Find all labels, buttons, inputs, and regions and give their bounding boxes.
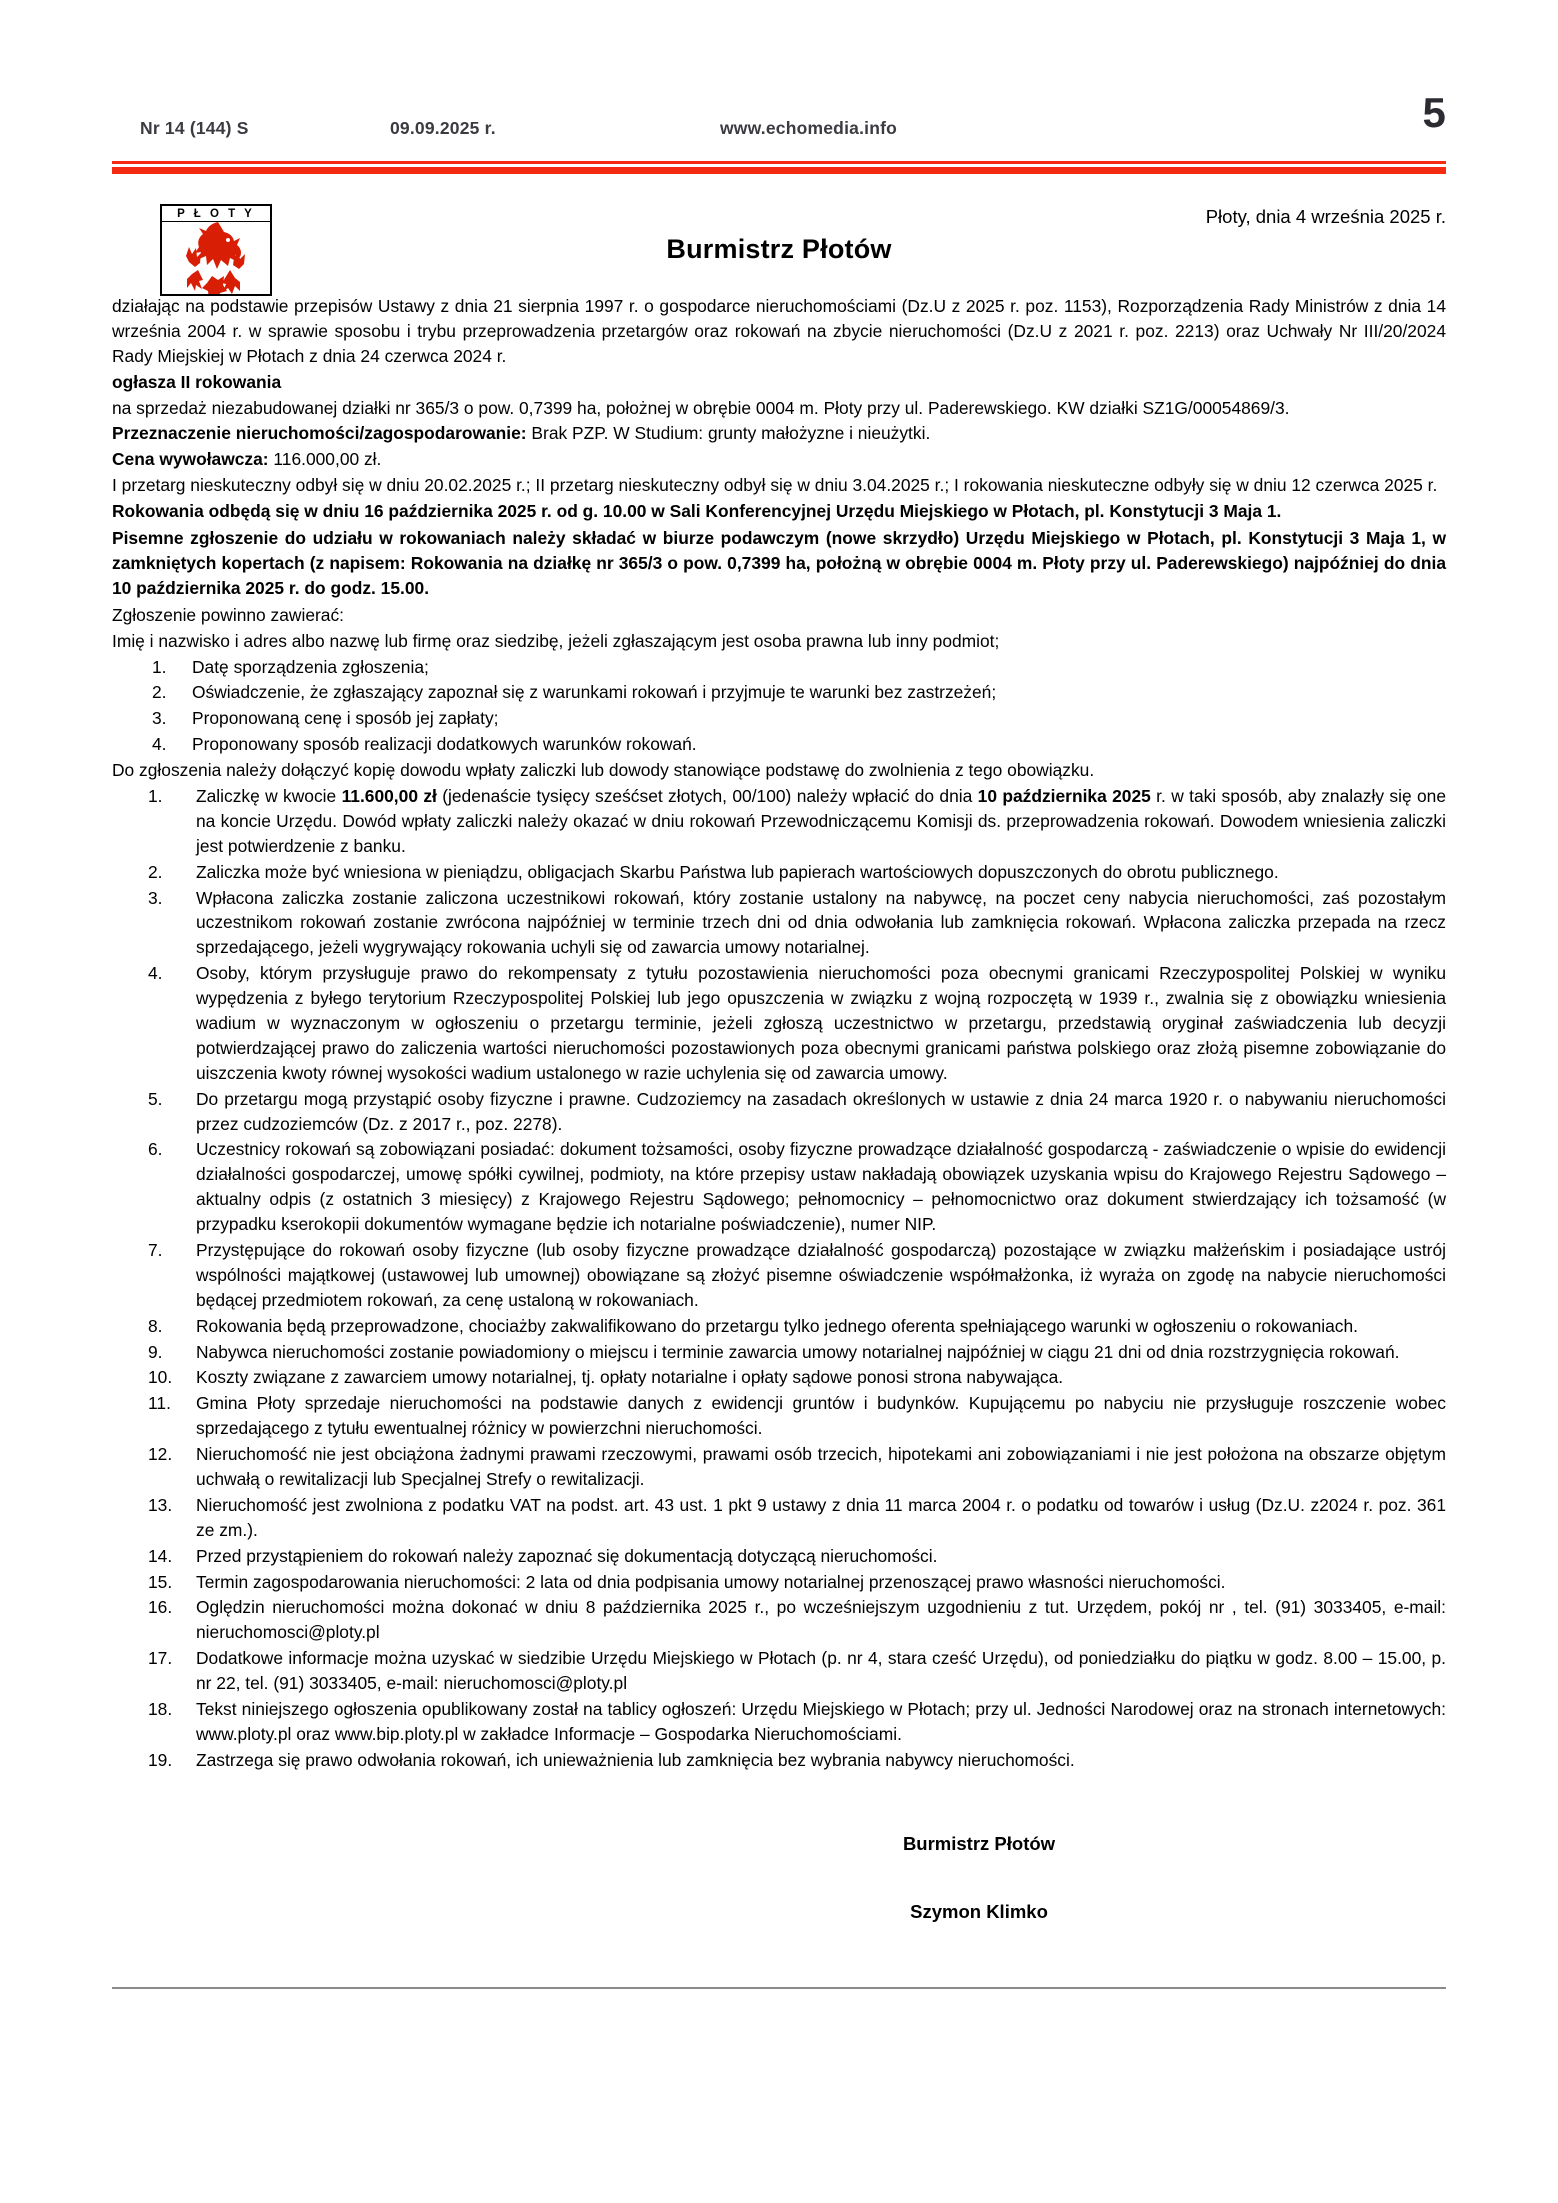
price-label: Cena wywoławcza:: [112, 449, 269, 470]
list-item: Nieruchomość nie jest obciążona żadnymi prawami rzeczowymi, prawami osób trzecich, hipotekami ani zobowiązaniami i nie jest położona na obszarze objętym uchwałą o rewitalizacji lub Specjalnej Strefy o rewitalizacji.: [196, 1444, 1446, 1490]
list-item: Nabywca nieruchomości zostanie powiadomiony o miejscu i terminie zawarcia umowy notarialnej najpóźniej w ciągu 21 dni od dnia rozstrzygnięcia rokowań.: [196, 1341, 1400, 1362]
list-item: Oględzin nieruchomości można dokonać w dniu 8 października 2025 r., po wcześniejszym uzgodnieniu z tut. Urzędem, pokój nr , tel. (91) 3033405, e-mail: nieruchomosci@ploty.pl: [196, 1597, 1446, 1643]
signature-role: Burmistrz Płotów: [902, 1832, 1056, 1854]
designation-label: Przeznaczenie nieruchomości/zagospodarowanie:: [112, 423, 527, 444]
document-body: [112, 294, 1446, 1773]
list-item: Dodatkowe informacje można uzyskać w siedzibie Urzędu Miejskiego w Płotach (p. nr 4, stara cześć Urzędu), od poniedziałku do piątku w godz. 8.00 – 15.00, p. nr 22, tel. (91) 3033405, e-mail: nieruchomosci@ploty.pl: [196, 1648, 1446, 1694]
list-item: Datę sporządzenia zgłoszenia;: [192, 656, 429, 677]
list-item: Proponowany sposób realizacji dodatkowych warunków rokowań.: [192, 734, 697, 755]
application-intro: Zgłoszenie powinno zawierać:: [112, 604, 344, 625]
signature-name: Szymon Klimko: [910, 1900, 1048, 1922]
deposit-amount: 11.600,00 zł: [341, 785, 437, 806]
list-item: Termin zagospodarowania nieruchomości: 2 lata od dnia podpisania umowy notarialnej przenoszącej prawo własności nieruchomości.: [196, 1571, 1226, 1592]
page-title: Burmistrz Płotów: [666, 234, 892, 264]
conditions-list: [112, 784, 1446, 1773]
list-item: Uczestnicy rokowań są zobowiązani posiadać: dokument tożsamości, osoby fizyczne prowadzące działalność gospodarczą - zaświadczenie o wpisie do ewidencji działalności gospodarczej, umowę spółki cywilnej, podmioty, na które przepisy ustaw nakładają obowiązek uzyskania wpisu do Krajowego Rejestru Sądowego – aktualny odpis (z ostatnich 3 miesięcy) z Krajowego Rejestru Sądowego; pełnomocnicy – pełnomocnictwo oraz dokument stwierdzający ich tożsamość (w przypadku kserokopii dokumentów wymagane będzie ich notarialne poświadczenie), numer NIP.: [196, 1139, 1446, 1235]
negotiation-date-paragraph: Rokowania odbędą się w dniu 16 października 2025 r. od g. 10.00 w Sali Konferencyjnej Urzędu Miejskiego w Płotach, pl. Konstytucji 3 Maja 1.: [112, 501, 1282, 522]
previous-tenders-paragraph: I przetarg nieskuteczny odbył się w dniu 20.02.2025 r.; II przetarg nieskuteczny odbył się w dniu 3.04.2025 r.; I rokowania nieskuteczne odbyły się w dniu 12 czerwca 2025 r.: [112, 475, 1438, 496]
list-item: Oświadczenie, że zgłaszający zapoznał się z warunkami rokowań i przyjmuje te warunki bez zastrzeżeń;: [192, 682, 997, 703]
list-item: Do przetargu mogą przystąpić osoby fizyczne i prawne. Cudzoziemcy na zasadach określonych w ustawie z dnia 24 marca 1920 r. o nabywaniu nieruchomości przez cudzoziemców (Dz. z 2017 r., poz. 2278).: [196, 1088, 1446, 1134]
price-line: [112, 447, 1446, 472]
list-item: Tekst niniejszego ogłoszenia opublikowany został na tablicy ogłoszeń: Urzędu Miejskiego w Płotach; przy ul. Jedności Narodowej oraz na stronach internetowych: www.ploty.pl oraz www.bip.ploty.pl w zakładce Informacje – Gospodarka Nieruchomościami.: [196, 1699, 1446, 1744]
issue-date: 09.09.2025 r.: [390, 118, 496, 138]
deposit-deadline: 10 października 2025: [977, 785, 1151, 806]
designation-line: [112, 421, 1446, 446]
crest-shield: [160, 221, 272, 296]
list-item: Przed przystąpieniem do rokowań należy zapoznać się dokumentacją dotyczącą nieruchomości.: [196, 1545, 938, 1566]
legal-basis-paragraph: działając na podstawie przepisów Ustawy z dnia 21 sierpnia 1997 r. o gospodarce nieruchomościami (Dz.U z 2025 r. poz. 1153), Rozporządzenia Rady Ministrów z dnia 14 września 2004 r. w sprawie sposobu i trybu przeprowadzenia przetargów oraz rokowań na zbycie nieruchomości (Dz.U z 2021 r. poz. 2213) oraz Uchwały Nr III/20/2024 Rady Miejskiej w Płotach z dnia 24 czerwca 2024 r.: [112, 296, 1446, 366]
list-item: Osoby, którym przysługuje prawo do rekompensaty z tytułu pozostawienia nieruchomości poza obecnymi granicami Rzeczypospolitej Polskiej w wyniku wypędzenia z byłego terytorium Rzeczypospolitej Polskiej lub jego opuszczenia w związku z wojną rozpoczętą w 1939 r., zwalnia się z obowiązku wniesienia wadium w wyznaczonym w ogłoszeniu o przetargu terminie, jeżeli zgłoszą uczestnictwo w przetargu, przedstawią oryginał zaświadczenia lub decyzji potwierdzającej prawo do zaliczenia wartości nieruchomości pozostawionych poza obecnymi granicami państwa polskiego oraz złożą pisemne zobowiązanie do uiszczenia kwoty równej wysokości wadium ustalonego w razie uchylenia się od zawarcia umowy.: [196, 963, 1446, 1083]
title-bar: [112, 198, 1446, 290]
header-divider: [112, 161, 1446, 174]
list-item: Przystępujące do rokowań osoby fizyczne (lub osoby fizyczne prowadzące działalność gospodarczą) pozostające w związku małżeńskim i posiadające ustrój wspólności majątkowej (ustawowej lub umownej) obowiązane są złożyć pisemne oświadczenie współmałżonka, iż wyraża on zgodę na nabycie nieruchomości będącej przedmiotem rokowań, za cenę ustaloną w rokowaniach.: [196, 1240, 1446, 1310]
application-identity-line: Imię i nazwisko i adres albo nazwę lub firmę oraz siedzibę, jeżeli zgłaszającym jest osoba prawna lub inny podmiot;: [112, 630, 1000, 651]
list-item: Zaliczka może być wniesiona w pieniądzu, obligacjach Skarbu Państwa lub papierach wartościowych dopuszczonych do obrotu publicznego.: [196, 861, 1279, 882]
list-item: Rokowania będą przeprowadzone, chociażby zakwalifikowano do przetargu tylko jednego oferenta spełniającego warunki w ogłoszeniu o rokowaniach.: [196, 1315, 1359, 1336]
deposit-text-b: (jedenaście tysięcy sześćset złotych, 00/100) należy wpłacić do dnia: [436, 785, 978, 806]
list-item: Koszty związane z zawarciem umowy notarialnej, tj. opłaty notarialne i opłaty sądowe ponosi strona nabywająca.: [196, 1367, 1064, 1388]
list-item: Gmina Płoty sprzedaje nieruchomości na podstawie danych z ewidencji gruntów i budynków. Kupującemu po nabyciu nie przysługuje roszczenie wobec sprzedającego z tytułu ewentualnej różnicy w powierzchni nieruchomości.: [196, 1393, 1446, 1439]
footer-divider: [112, 1987, 1446, 1989]
designation-value: Brak PZP. W Studium: grunty małożyzne i nieużytki.: [526, 423, 931, 444]
list-item: Wpłacona zaliczka zostanie zaliczona uczestnikowi rokowań, który zostanie ustalony na nabywcę, na poczet ceny nabycia nieruchomości, zaś pozostałym uczestnikom rokowań zostanie zwrócona najpóźniej w terminie trzech dni od dnia odwołania lub zamknięcia rokowań. Wpłacona zaliczka przepada na rzecz sprzedającego, jeżeli wygrywający rokowania uchyli się od zawarcia umowy notarialnej.: [196, 887, 1446, 958]
website-url: www.echomedia.info: [720, 118, 898, 138]
list-item: Zastrzega się prawo odwołania rokowań, ich unieważnienia lub zamknięcia bez wybrania nabywcy nieruchomości.: [196, 1749, 1075, 1770]
place-and-date: Płoty, dnia 4 września 2025 r.: [1205, 206, 1446, 227]
deposit-text-c: r. w taki sposób, aby znalazły się one na koncie Urzędu. Dowód wpłaty zaliczki należy okazać w dniu rokowań Przewodniczącemu Komisji ds. przeprowadzenia rokowań. Dowodem wniesienia zaliczki jest potwierdzenie z banku.: [196, 785, 1446, 856]
submission-instructions-paragraph: Pisemne zgłoszenie do udziału w rokowaniach należy składać w biurze podawczym (nowe skrzydło) Urzędu Miejskiego w Płotach, pl. Konstytucji 3 Maja 1, w zamkniętych kopertach (z napisem: Rokowania na działkę nr 365/3 o pow. 0,7399 ha, położną w obrębie 0004 m. Płoty przy ul. Paderewskiego) najpóźniej do dnia 10 października 2025 r. do godz. 15.00.: [112, 527, 1446, 599]
list-item: Nieruchomość jest zwolniona z podatku VAT na podst. art. 43 ust. 1 pkt 9 ustawy z dnia 11 marca 2004 r. o podatku od towarów i usług (Dz.U. z2024 r. poz. 361 ze zm.).: [196, 1494, 1446, 1540]
list-item: Proponowaną cenę i sposób jej zapłaty;: [192, 708, 499, 729]
price-value: 116.000,00 zł.: [268, 449, 382, 470]
masthead: [0, 0, 1558, 139]
list-item-deposit: [112, 784, 1446, 859]
page-number: 5: [1422, 89, 1446, 136]
issue-number: Nr 14 (144) S: [140, 118, 249, 138]
subject-paragraph: na sprzedaż niezabudowanej działki nr 365/3 o pow. 0,7399 ha, położnej w obrębie 0004 m. Płoty przy ul. Paderewskiego. KW działki SZ1G/00054869/3.: [112, 397, 1290, 418]
griffin-coat-of-arms-icon: [160, 204, 272, 296]
application-requirements-list: [112, 655, 1446, 758]
announcement-heading: ogłasza II rokowania: [112, 371, 282, 392]
signature-block: [112, 1833, 1446, 1923]
deposit-text-a: Zaliczkę w kwocie: [196, 785, 342, 806]
attachment-note: Do zgłoszenia należy dołączyć kopię dowodu wpłaty zaliczki lub dowody stanowiące podstawę do zwolnienia z tego obowiązku.: [112, 760, 1095, 781]
crest-town-label: P Ł O T Y: [160, 204, 272, 221]
